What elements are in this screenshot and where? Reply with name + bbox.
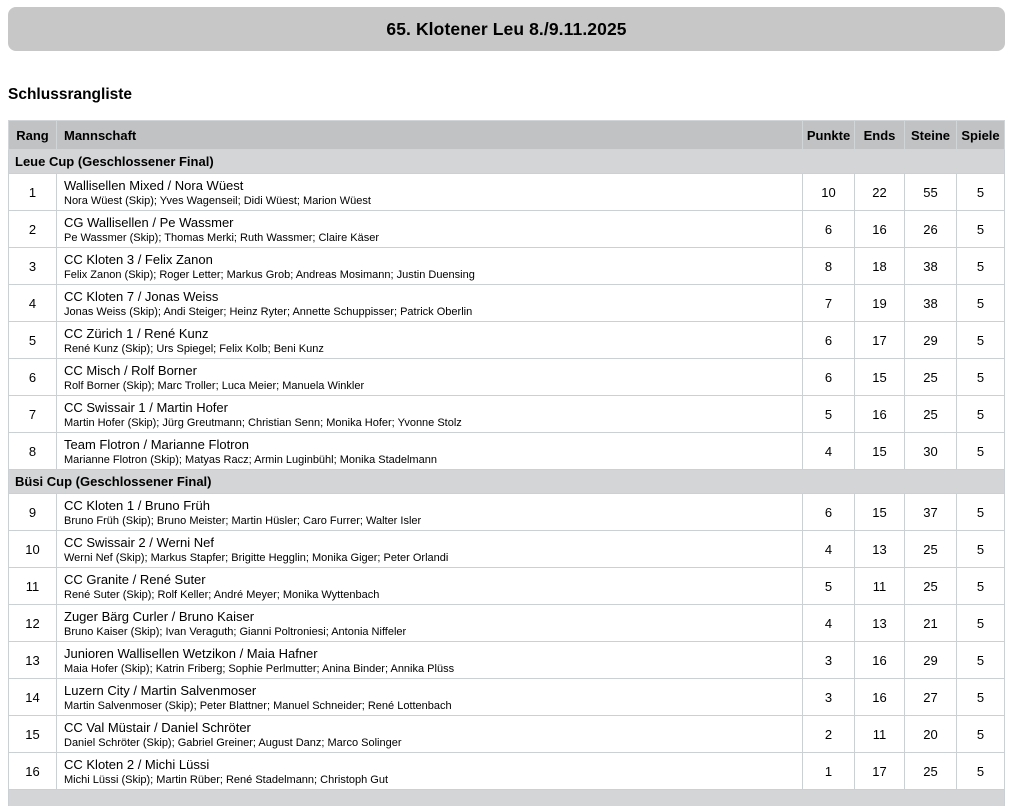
team-cell [57, 679, 803, 716]
team-players: Daniel Schröter (Skip); Gabriel Greiner; August Danz; Marco Solinger [64, 737, 402, 749]
steine-cell: 21 [905, 605, 957, 642]
rank-cell: 9 [9, 494, 57, 531]
steine-cell: 55 [905, 174, 957, 211]
spiele-cell: 5 [957, 605, 1005, 642]
team-name: Team Flotron / Marianne Flotron [64, 437, 249, 452]
punkte-cell: 10 [803, 174, 855, 211]
spiele-cell: 5 [957, 642, 1005, 679]
team-row [9, 531, 1005, 568]
punkte-cell: 6 [803, 211, 855, 248]
punkte-cell: 5 [803, 396, 855, 433]
section-header-row [9, 150, 1005, 174]
spiele-cell: 5 [957, 753, 1005, 790]
section-label: Büsi Cup (Geschlossener Final) [9, 470, 1005, 494]
spiele-cell: 5 [957, 494, 1005, 531]
punkte-cell: 7 [803, 285, 855, 322]
team-players: Jonas Weiss (Skip); Andi Steiger; Heinz Ryter; Annette Schuppisser; Patrick Oberlin [64, 306, 473, 318]
spiele-cell: 5 [957, 396, 1005, 433]
rank-cell: 4 [9, 285, 57, 322]
team-row [9, 359, 1005, 396]
team-name: CC Kloten 3 / Felix Zanon [64, 252, 213, 267]
ends-cell: 19 [855, 285, 905, 322]
spiele-cell: 5 [957, 716, 1005, 753]
steine-cell: 20 [905, 716, 957, 753]
ends-cell: 16 [855, 679, 905, 716]
steine-cell: 38 [905, 285, 957, 322]
team-cell [57, 433, 803, 470]
ends-cell: 17 [855, 322, 905, 359]
team-cell [57, 211, 803, 248]
team-row [9, 248, 1005, 285]
team-cell [57, 568, 803, 605]
team-name: CC Granite / René Suter [64, 572, 206, 587]
team-cell [57, 322, 803, 359]
page-title: Schlussrangliste [8, 86, 133, 103]
steine-cell: 25 [905, 531, 957, 568]
rank-cell: 13 [9, 642, 57, 679]
results-table-body [9, 150, 1005, 790]
spiele-cell: 5 [957, 174, 1005, 211]
team-players: Marianne Flotron (Skip); Matyas Racz; Armin Luginbühl; Monika Stadelmann [64, 454, 437, 466]
ends-cell: 13 [855, 605, 905, 642]
team-cell [57, 531, 803, 568]
spiele-cell: 5 [957, 679, 1005, 716]
column-header-rang: Rang [9, 121, 57, 150]
steine-cell: 26 [905, 211, 957, 248]
column-header-mannschaft: Mannschaft [57, 121, 803, 150]
punkte-cell: 4 [803, 433, 855, 470]
spiele-cell: 5 [957, 248, 1005, 285]
team-row [9, 396, 1005, 433]
ends-cell: 11 [855, 716, 905, 753]
team-players: Bruno Früh (Skip); Bruno Meister; Martin Hüsler; Caro Furrer; Walter Isler [64, 515, 422, 527]
spiele-cell: 5 [957, 285, 1005, 322]
team-players: Maia Hofer (Skip); Katrin Friberg; Sophie Perlmutter; Anina Binder; Annika Plüss [64, 663, 455, 675]
rank-cell: 2 [9, 211, 57, 248]
steine-cell: 25 [905, 396, 957, 433]
punkte-cell: 4 [803, 605, 855, 642]
ends-cell: 15 [855, 494, 905, 531]
team-players: Michi Lüssi (Skip); Martin Rüber; René Stadelmann; Christoph Gut [64, 774, 389, 786]
rank-cell: 3 [9, 248, 57, 285]
rank-cell: 6 [9, 359, 57, 396]
tournament-title: 65. Klotener Leu 8./9.11.2025 [386, 18, 627, 39]
team-players: Pe Wassmer (Skip); Thomas Merki; Ruth Wassmer; Claire Käser [64, 232, 379, 244]
team-row [9, 494, 1005, 531]
column-header-spiele: Spiele [957, 121, 1005, 150]
punkte-cell: 6 [803, 322, 855, 359]
team-name: CG Wallisellen / Pe Wassmer [64, 215, 234, 230]
team-row [9, 716, 1005, 753]
steine-cell: 30 [905, 433, 957, 470]
team-name: CC Misch / Rolf Borner [64, 363, 197, 378]
team-row [9, 285, 1005, 322]
team-players: Martin Salvenmoser (Skip); Peter Blattner; Manuel Schneider; René Lottenbach [64, 700, 452, 712]
team-players: Rolf Borner (Skip); Marc Troller; Luca Meier; Manuela Winkler [64, 380, 365, 392]
team-name: CC Val Müstair / Daniel Schröter [64, 720, 251, 735]
steine-cell: 38 [905, 248, 957, 285]
column-header-steine: Steine [905, 121, 957, 150]
team-players: René Suter (Skip); Rolf Keller; André Meyer; Monika Wyttenbach [64, 589, 380, 601]
team-row [9, 605, 1005, 642]
ends-cell: 15 [855, 433, 905, 470]
spiele-cell: 5 [957, 359, 1005, 396]
team-players: Werni Nef (Skip); Markus Stapfer; Brigitte Hegglin; Monika Giger; Peter Orlandi [64, 552, 449, 564]
team-name: CC Zürich 1 / René Kunz [64, 326, 209, 341]
punkte-cell: 4 [803, 531, 855, 568]
team-name: CC Kloten 7 / Jonas Weiss [64, 289, 219, 304]
team-row [9, 679, 1005, 716]
steine-cell: 37 [905, 494, 957, 531]
punkte-cell: 5 [803, 568, 855, 605]
team-cell [57, 359, 803, 396]
team-row [9, 322, 1005, 359]
punkte-cell: 1 [803, 753, 855, 790]
team-name: CC Swissair 1 / Martin Hofer [64, 400, 228, 415]
column-header-ends: Ends [855, 121, 905, 150]
team-cell [57, 642, 803, 679]
team-row [9, 642, 1005, 679]
team-cell [57, 396, 803, 433]
team-cell [57, 605, 803, 642]
punkte-cell: 2 [803, 716, 855, 753]
team-players: Martin Hofer (Skip); Jürg Greutmann; Christian Senn; Monika Hofer; Yvonne Stolz [64, 417, 462, 429]
team-cell [57, 248, 803, 285]
team-name: Wallisellen Mixed / Nora Wüest [64, 178, 244, 193]
team-row [9, 568, 1005, 605]
punkte-cell: 6 [803, 359, 855, 396]
steine-cell: 29 [905, 642, 957, 679]
team-cell [57, 285, 803, 322]
ends-cell: 16 [855, 211, 905, 248]
ends-cell: 13 [855, 531, 905, 568]
team-row [9, 174, 1005, 211]
ends-cell: 17 [855, 753, 905, 790]
table-header [9, 121, 1005, 150]
spiele-cell: 5 [957, 322, 1005, 359]
spiele-cell: 5 [957, 433, 1005, 470]
ends-cell: 16 [855, 642, 905, 679]
column-header-punkte: Punkte [803, 121, 855, 150]
ends-cell: 15 [855, 359, 905, 396]
team-row [9, 433, 1005, 470]
results-table [8, 120, 1005, 790]
team-row [9, 211, 1005, 248]
spiele-cell: 5 [957, 531, 1005, 568]
punkte-cell: 6 [803, 494, 855, 531]
ends-cell: 11 [855, 568, 905, 605]
spiele-cell: 5 [957, 568, 1005, 605]
rank-cell: 11 [9, 568, 57, 605]
punkte-cell: 8 [803, 248, 855, 285]
truncated-next-section-bar [8, 790, 1005, 806]
team-name: Junioren Wallisellen Wetzikon / Maia Hafner [64, 646, 318, 661]
punkte-cell: 3 [803, 642, 855, 679]
table-header-row [9, 121, 1005, 150]
steine-cell: 25 [905, 359, 957, 396]
rank-cell: 5 [9, 322, 57, 359]
section-header-row [9, 470, 1005, 494]
team-name: Luzern City / Martin Salvenmoser [64, 683, 257, 698]
team-players: Bruno Kaiser (Skip); Ivan Veraguth; Gianni Poltroniesi; Antonia Niffeler [64, 626, 407, 638]
team-cell [57, 174, 803, 211]
team-players: Felix Zanon (Skip); Roger Letter; Markus Grob; Andreas Mosimann; Justin Duensing [64, 269, 475, 281]
rank-cell: 8 [9, 433, 57, 470]
steine-cell: 25 [905, 753, 957, 790]
rank-cell: 10 [9, 531, 57, 568]
section-label: Leue Cup (Geschlossener Final) [9, 150, 1005, 174]
team-name: CC Swissair 2 / Werni Nef [64, 535, 215, 550]
ends-cell: 16 [855, 396, 905, 433]
rank-cell: 15 [9, 716, 57, 753]
team-players: René Kunz (Skip); Urs Spiegel; Felix Kolb; Beni Kunz [64, 343, 324, 355]
rank-cell: 16 [9, 753, 57, 790]
rank-cell: 1 [9, 174, 57, 211]
rank-cell: 7 [9, 396, 57, 433]
team-cell [57, 716, 803, 753]
ends-cell: 22 [855, 174, 905, 211]
team-name: Zuger Bärg Curler / Bruno Kaiser [64, 609, 255, 624]
spiele-cell: 5 [957, 211, 1005, 248]
steine-cell: 29 [905, 322, 957, 359]
team-name: CC Kloten 1 / Bruno Früh [64, 498, 210, 513]
rank-cell: 14 [9, 679, 57, 716]
tournament-title-banner [8, 7, 1005, 51]
ends-cell: 18 [855, 248, 905, 285]
punkte-cell: 3 [803, 679, 855, 716]
steine-cell: 27 [905, 679, 957, 716]
steine-cell: 25 [905, 568, 957, 605]
rank-cell: 12 [9, 605, 57, 642]
team-cell [57, 494, 803, 531]
team-players: Nora Wüest (Skip); Yves Wagenseil; Didi Wüest; Marion Wüest [64, 195, 371, 207]
team-name: CC Kloten 2 / Michi Lüssi [64, 757, 210, 772]
